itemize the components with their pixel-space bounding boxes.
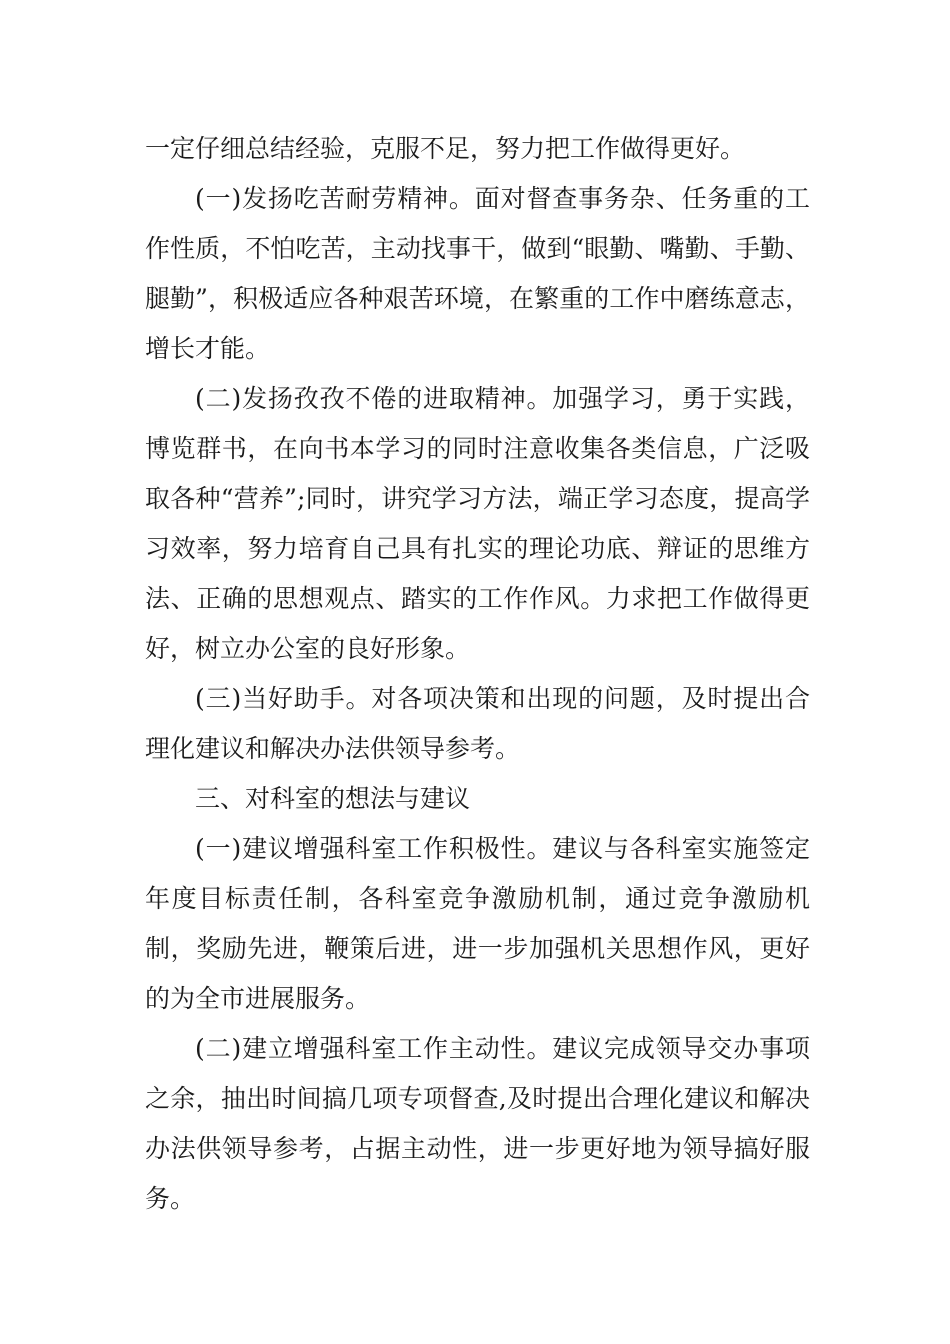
paragraph-item-3: (三)当好助手。对各项决策和出现的问题，及时提出合理化建议和解决办法供领导参考。: [145, 684, 810, 763]
paragraph-suggestion-2: (二)建立增强科室工作主动性。建议完成领导交办事项之余，抽出时间搞几项专项督查,及时提出合理化建议和解决办法供领导参考，占据主动性，进一步更好地为领导搞好服务。: [145, 1034, 810, 1213]
paragraph-continuation: 一定仔细总结经验，克服不足，努力把工作做得更好。: [145, 134, 746, 163]
section-heading: 三、对科室的想法与建议: [195, 784, 471, 813]
paragraph-item-2: (二)发扬孜孜不倦的进取精神。加强学习，勇于实践，博览群书，在向书本学习的同时注意收集各类信息，广泛吸取各种“营养”;同时，讲究学习方法，端正学习态度，提高学习效率，努力培育自己具有扎实的理论功底、辩证的思维方法、正确的思想观点、踏实的工作作风。力求把工作做得更好，树立办公室的良好形象。: [145, 384, 810, 663]
document-body: [145, 124, 810, 1224]
paragraph-item-1: (一)发扬吃苦耐劳精神。面对督查事务杂、任务重的工作性质，不怕吃苦，主动找事干，做到“眼勤、嘴勤、手勤、腿勤”，积极适应各种艰苦环境，在繁重的工作中磨练意志，增长才能。: [145, 184, 810, 363]
paragraph-suggestion-1: (一)建议增强科室工作积极性。建议与各科室实施签定年度目标责任制，各科室竞争激励机制，通过竞争激励机制，奖励先进，鞭策后进，进一步加强机关思想作风，更好的为全市进展服务。: [145, 834, 810, 1013]
